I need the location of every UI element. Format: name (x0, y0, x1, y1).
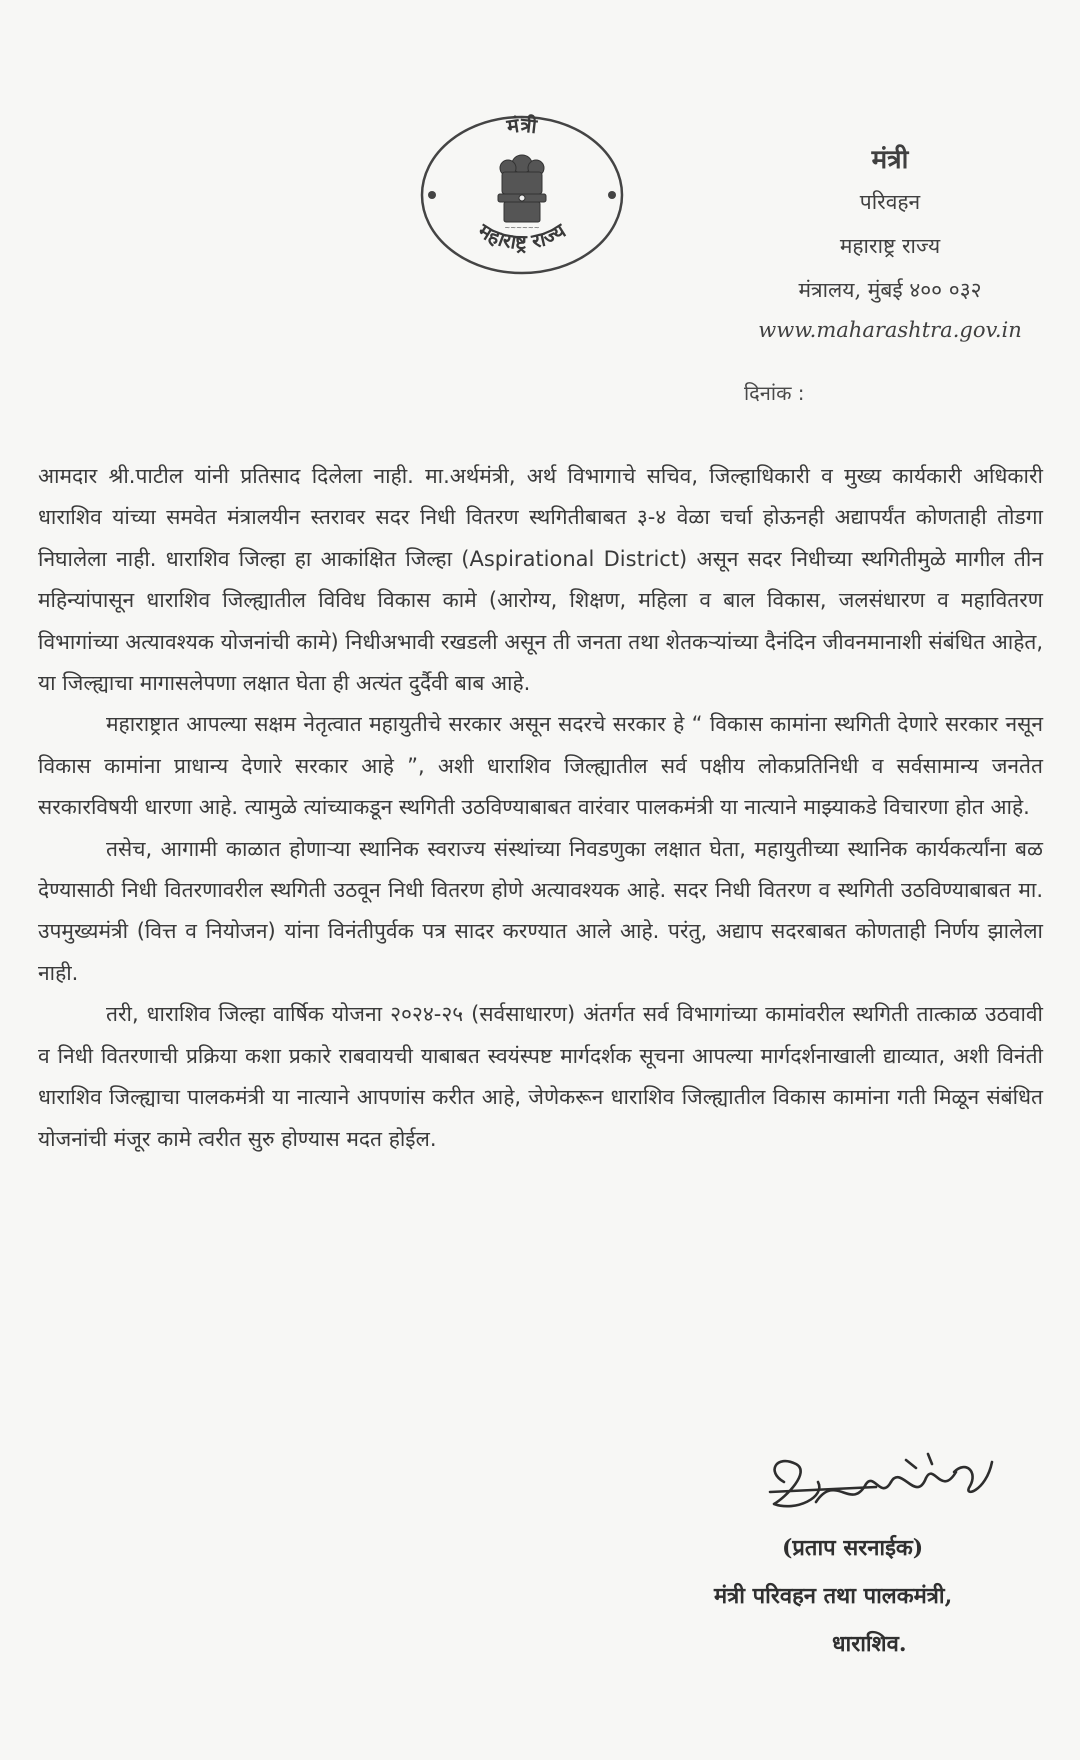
body-paragraph-2: महाराष्ट्रात आपल्या सक्षम नेतृत्वात महायुतीचे सरकार असून सदरचे सरकार हे “ विकास कामांना स्थगिती देणारे सरकार नसून विकास कामांना प्राधान्य देणारे सरकार आहे ”, अशी धाराशिव जिल्ह्यातील सर्व पक्षीय लोकप्रतिनिधी व सर्वसामान्य जनतेत सरकारविषयी धारणा आहे. त्यामुळे त्यांच्याकडून स्थगिती उठविण्याबाबत वारंवार पालकमंत्री या नात्याने माझ्याकडे विचारणा होत आहे. (38, 712, 1043, 820)
body-paragraph-4: तरी, धाराशिव जिल्हा वार्षिक योजना २०२४-२५ (सर्वसाधारण) अंतर्गत सर्व विभागांच्या कामांवरील स्थगिती तात्काळ उठवावी व निधी वितरणाची प्रक्रिया कशा प्रकारे राबवायची याबाबत स्वयंस्पष्ट मार्गदर्शक सूचना आपल्या मार्गदर्शनाखाली द्याव्यात, अशी विनंती धाराशिव जिल्ह्याचा पालकमंत्री या नात्याने आपणांस करीत आहे, जेणेकरून धाराशिव जिल्ह्यातील विकास कामांना गती मिळून संबंधित योजनांची मंजूर कामे त्वरीत सुरु होण्यास मदत होईल. (38, 1002, 1043, 1151)
signatory-name: (प्रताप सरनाईक) (782, 1535, 924, 1561)
handwritten-signature-icon (756, 1442, 996, 1542)
letterhead (740, 140, 1040, 342)
letterhead-designation: मंत्री (871, 145, 909, 175)
letterhead-department: परिवहन (859, 190, 921, 214)
body-paragraph-3: तसेच, आगामी काळात होणाऱ्या स्थानिक स्वराज्य संस्थांच्या निवडणुका लक्षात घेता, महायुतीच्या स्थानिक कार्यकर्त्यांना बळ देण्यासाठी निधी वितरणावरील स्थगिती उठवून निधी वितरण होणे अत्यावश्यक आहे. सदर निधी वितरण व स्थगिती उठविण्याबाबत मा. उपमुख्यमंत्री (वित्त व नियोजन) यांना विनंतीपुर्वक पत्र सादर करण्यात आले आहे. परंतु, अद्याप सदरबाबत कोणताही निर्णय झालेला नाही. (38, 836, 1043, 985)
date-label: दिनांक : (744, 381, 805, 405)
svg-text:~~~~~~: ~~~~~~ (504, 224, 540, 232)
seal-emblem-icon (418, 112, 626, 278)
signatory-title: मंत्री परिवहन तथा पालकमंत्री, (714, 1583, 953, 1609)
seal-top-text: मंत्री (505, 112, 539, 139)
government-seal (418, 112, 626, 278)
signatory-place: धाराशिव. (832, 1631, 907, 1657)
letter-body (38, 456, 1043, 1160)
letterhead-address: मंत्रालय, मुंबई ४०० ०३२ (798, 278, 982, 302)
letterhead-website: www.maharashtra.gov.in (758, 318, 1022, 342)
body-paragraph-1: आमदार श्री.पाटील यांनी प्रतिसाद दिलेला नाही. मा.अर्थमंत्री, अर्थ विभागाचे सचिव, जिल्हाधिकारी व मुख्य कार्यकारी अधिकारी धाराशिव यांच्या समवेत मंत्रालयीन स्तरावर सदर निधी वितरण स्थगितीबाबत ३-४ वेळा चर्चा होऊनही अद्यापर्यंत कोणताही तोडगा निघालेला नाही. धाराशिव जिल्हा हा आकांक्षित जिल्हा (Aspirational District) असून सदर निधीच्या स्थगितीमुळे मागील तीन महिन्यांपासून धाराशिव जिल्ह्यातील विविध विकास कामे (आरोग्य, शिक्षण, महिला व बाल विकास, जलसंधारण व महावितरण विभागांच्या अत्यावश्यक योजनांची कामे) निधीअभावी रखडली असून ती जनता तथा शेतकऱ्यांच्या दैनंदिन जीवनमानाशी संबंधित आहेत, या जिल्ह्याचा मागासलेपणा लक्षात घेता ही अत्यंत दुर्दैवी बाब आहे. (38, 464, 1043, 696)
letterhead-state: महाराष्ट्र राज्य (839, 234, 941, 258)
seal-bottom-text: महाराष्ट्र राज्य (474, 218, 570, 254)
